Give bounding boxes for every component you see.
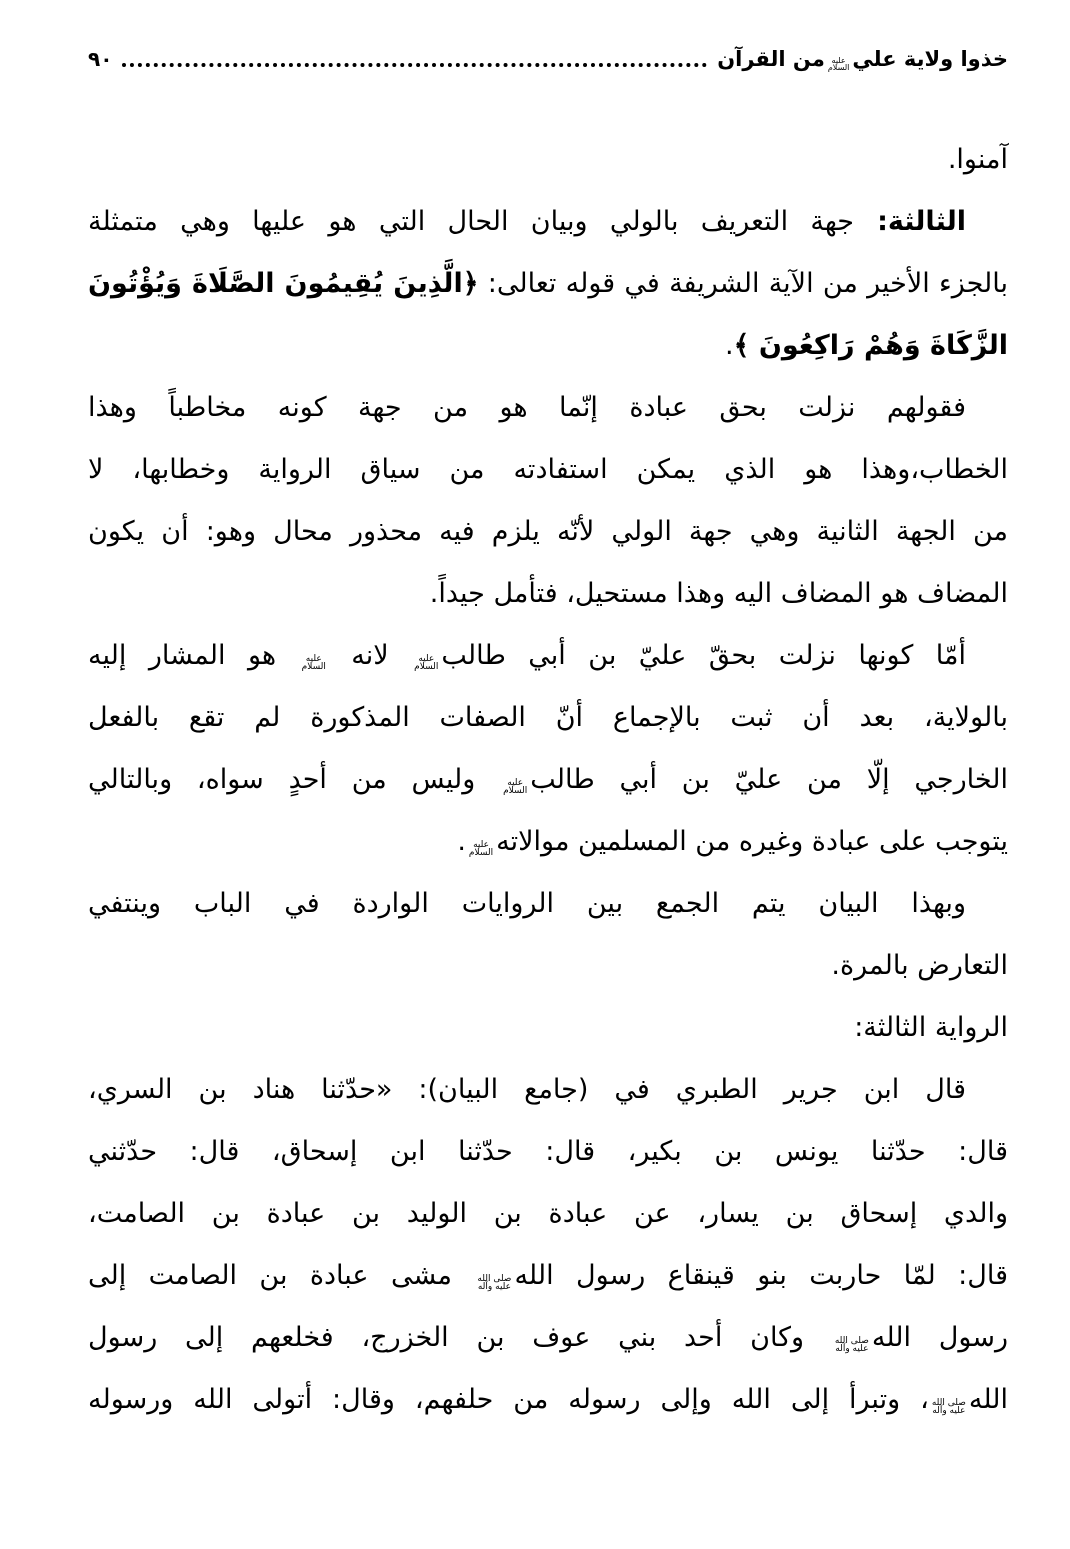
- honorific-line: عليه: [418, 654, 435, 664]
- page-number: ٩٠: [88, 47, 113, 71]
- text-segment: الثالثة:: [853, 206, 966, 237]
- text-line: [88, 315, 1008, 377]
- text-segment: الله: [968, 1384, 1008, 1415]
- honorific-line: السلام: [827, 63, 850, 72]
- text-line: [88, 873, 1008, 935]
- text-segment: .: [457, 826, 466, 857]
- text-segment: هو المشار إليه: [88, 640, 299, 671]
- text-line: [88, 749, 1008, 811]
- text-segment: .: [725, 330, 734, 361]
- text-line: [88, 1369, 1008, 1431]
- text-line: [88, 811, 1008, 873]
- text-segment: الرواية الثالثة:: [854, 1012, 1008, 1043]
- text-segment: بالجزء الأخير من الآية الشريفة في قوله تعالى:: [478, 268, 1008, 299]
- text-segment: والدي إسحاق بن يسار، عن عبادة بن الوليد بن عبادة بن الصامت،: [88, 1198, 1008, 1229]
- text-line: [88, 377, 1008, 439]
- honorific-salla-allahu-alayhi-wa-alih: [932, 1399, 966, 1415]
- honorific-line: السلام: [503, 786, 528, 796]
- honorific-line: صلى الله: [477, 1274, 512, 1284]
- text-line: [88, 997, 1008, 1059]
- text-segment: بالولاية، بعد أن ثبت بالإجماع أنّ الصفات المذكورة لم تقع بالفعل: [88, 702, 1008, 733]
- text-segment: الخارجي إلّا من عليّ بن أبي طالب: [530, 764, 1009, 795]
- text-segment: قال ابن جرير الطبري في (جامع البيان): «حدّثنا هناد بن السري،: [88, 1074, 966, 1105]
- honorific-line: السلام: [468, 848, 494, 858]
- honorific-line: السلام: [414, 662, 439, 672]
- text-segment: وليس من أحدٍ سواه، وبالتالي: [88, 764, 501, 795]
- text-segment: مشى عبادة بن الصامت إلى: [88, 1260, 475, 1291]
- text-segment: لانه: [328, 640, 412, 671]
- dotted-leader: [122, 63, 707, 67]
- running-title-suffix: من القرآن: [717, 46, 825, 71]
- honorific-line: عليه: [831, 56, 846, 65]
- honorific-line: صلى الله: [931, 1398, 966, 1408]
- text-line: [88, 253, 1008, 315]
- text-segment: وبهذا البيان يتم الجمع بين الروايات الواردة في الباب وينتفي: [88, 888, 966, 919]
- text-segment: ، وتبرأ إلى الله وإلى رسوله من حلفهم، وقال: أتولى الله ورسوله: [88, 1384, 929, 1415]
- page-header: [88, 46, 1008, 71]
- text-segment: قال: لمّا حاربت بنو قينقاع رسول الله: [514, 1260, 1008, 1291]
- text-line: [88, 1183, 1008, 1245]
- text-segment: وكان أحد بني عوف بن الخزرج، فخلعهم إلى رسول: [88, 1322, 832, 1353]
- honorific-line: عليه: [473, 840, 489, 850]
- honorific-salla-allahu-alayhi-wa-alih: [835, 1337, 869, 1353]
- honorific-line: عليه وآله: [835, 1344, 869, 1354]
- honorific-line: السلام: [301, 662, 326, 672]
- text-line: [88, 1121, 1008, 1183]
- text-segment: التعارض بالمرة.: [831, 950, 1008, 981]
- text-line: [88, 625, 1008, 687]
- honorific-line: صلى الله: [834, 1336, 869, 1346]
- text-line: [88, 501, 1008, 563]
- quran-verse-segment: ﴿الَّذِينَ يُقِيمُونَ الصَّلَاةَ وَيُؤْتُونَ: [88, 268, 479, 299]
- honorific-salla-allahu-alayhi-wa-alih: [477, 1275, 511, 1291]
- text-segment: من الجهة الثانية وهي جهة الولي لأنّه يلزم فيه محذور محال وهو: أن يكون: [88, 516, 1008, 547]
- text-line: [88, 439, 1008, 501]
- text-segment: المضاف هو المضاف اليه وهذا مستحيل، فتأمل جيداً.: [429, 578, 1008, 609]
- text-segment: أمّا كونها نزلت بحقّ عليّ بن أبي طالب: [441, 640, 966, 671]
- honorific-line: عليه: [507, 778, 524, 788]
- honorific-alayhi-as-salam: [414, 655, 438, 671]
- text-segment: آمنوا.: [947, 144, 1008, 175]
- text-segment: فقولهم نزلت بحق عبادة إنّما هو من جهة كونه مخاطباً وهذا: [88, 392, 966, 423]
- text-line: [88, 687, 1008, 749]
- quran-verse-segment: الزَّكَاةَ وَهُمْ رَاكِعُونَ ﴾: [733, 330, 1008, 361]
- running-title: [717, 46, 1008, 71]
- honorific-line: عليه وآله: [477, 1282, 512, 1292]
- text-line: [88, 1307, 1008, 1369]
- running-title-text: خذوا ولاية علي: [852, 46, 1008, 71]
- text-segment: الخطاب،وهذا هو الذي يمكن استفادته من سياق الرواية وخطابها، لا: [88, 454, 1008, 485]
- honorific-alayhi-as-salam: [503, 779, 527, 795]
- honorific-alayhi-as-salam: [469, 841, 493, 857]
- text-line: [88, 129, 1008, 191]
- honorific-alayhi-as-salam: [828, 57, 850, 71]
- text-line: [88, 191, 1008, 253]
- honorific-line: عليه وآله: [932, 1406, 966, 1416]
- text-line: [88, 1245, 1008, 1307]
- honorific-alayhi-as-salam: [302, 655, 326, 671]
- text-segment: رسول الله: [871, 1322, 1009, 1353]
- text-line: [88, 563, 1008, 625]
- text-segment: قال: حدّثنا يونس بن بكير، قال: حدّثنا ابن إسحاق، قال: حدّثني: [88, 1136, 1008, 1167]
- header-honorific: [825, 46, 853, 71]
- text-segment: جهة التعريف بالولي وبيان الحال التي هو عليها وهي متمثلة: [88, 206, 854, 237]
- text-line: [88, 935, 1008, 997]
- text-line: [88, 1059, 1008, 1121]
- text-body: [88, 129, 1008, 1431]
- text-segment: يتوجب على عبادة وغيره من المسلمين موالاته: [496, 826, 1008, 857]
- honorific-line: عليه: [305, 654, 322, 664]
